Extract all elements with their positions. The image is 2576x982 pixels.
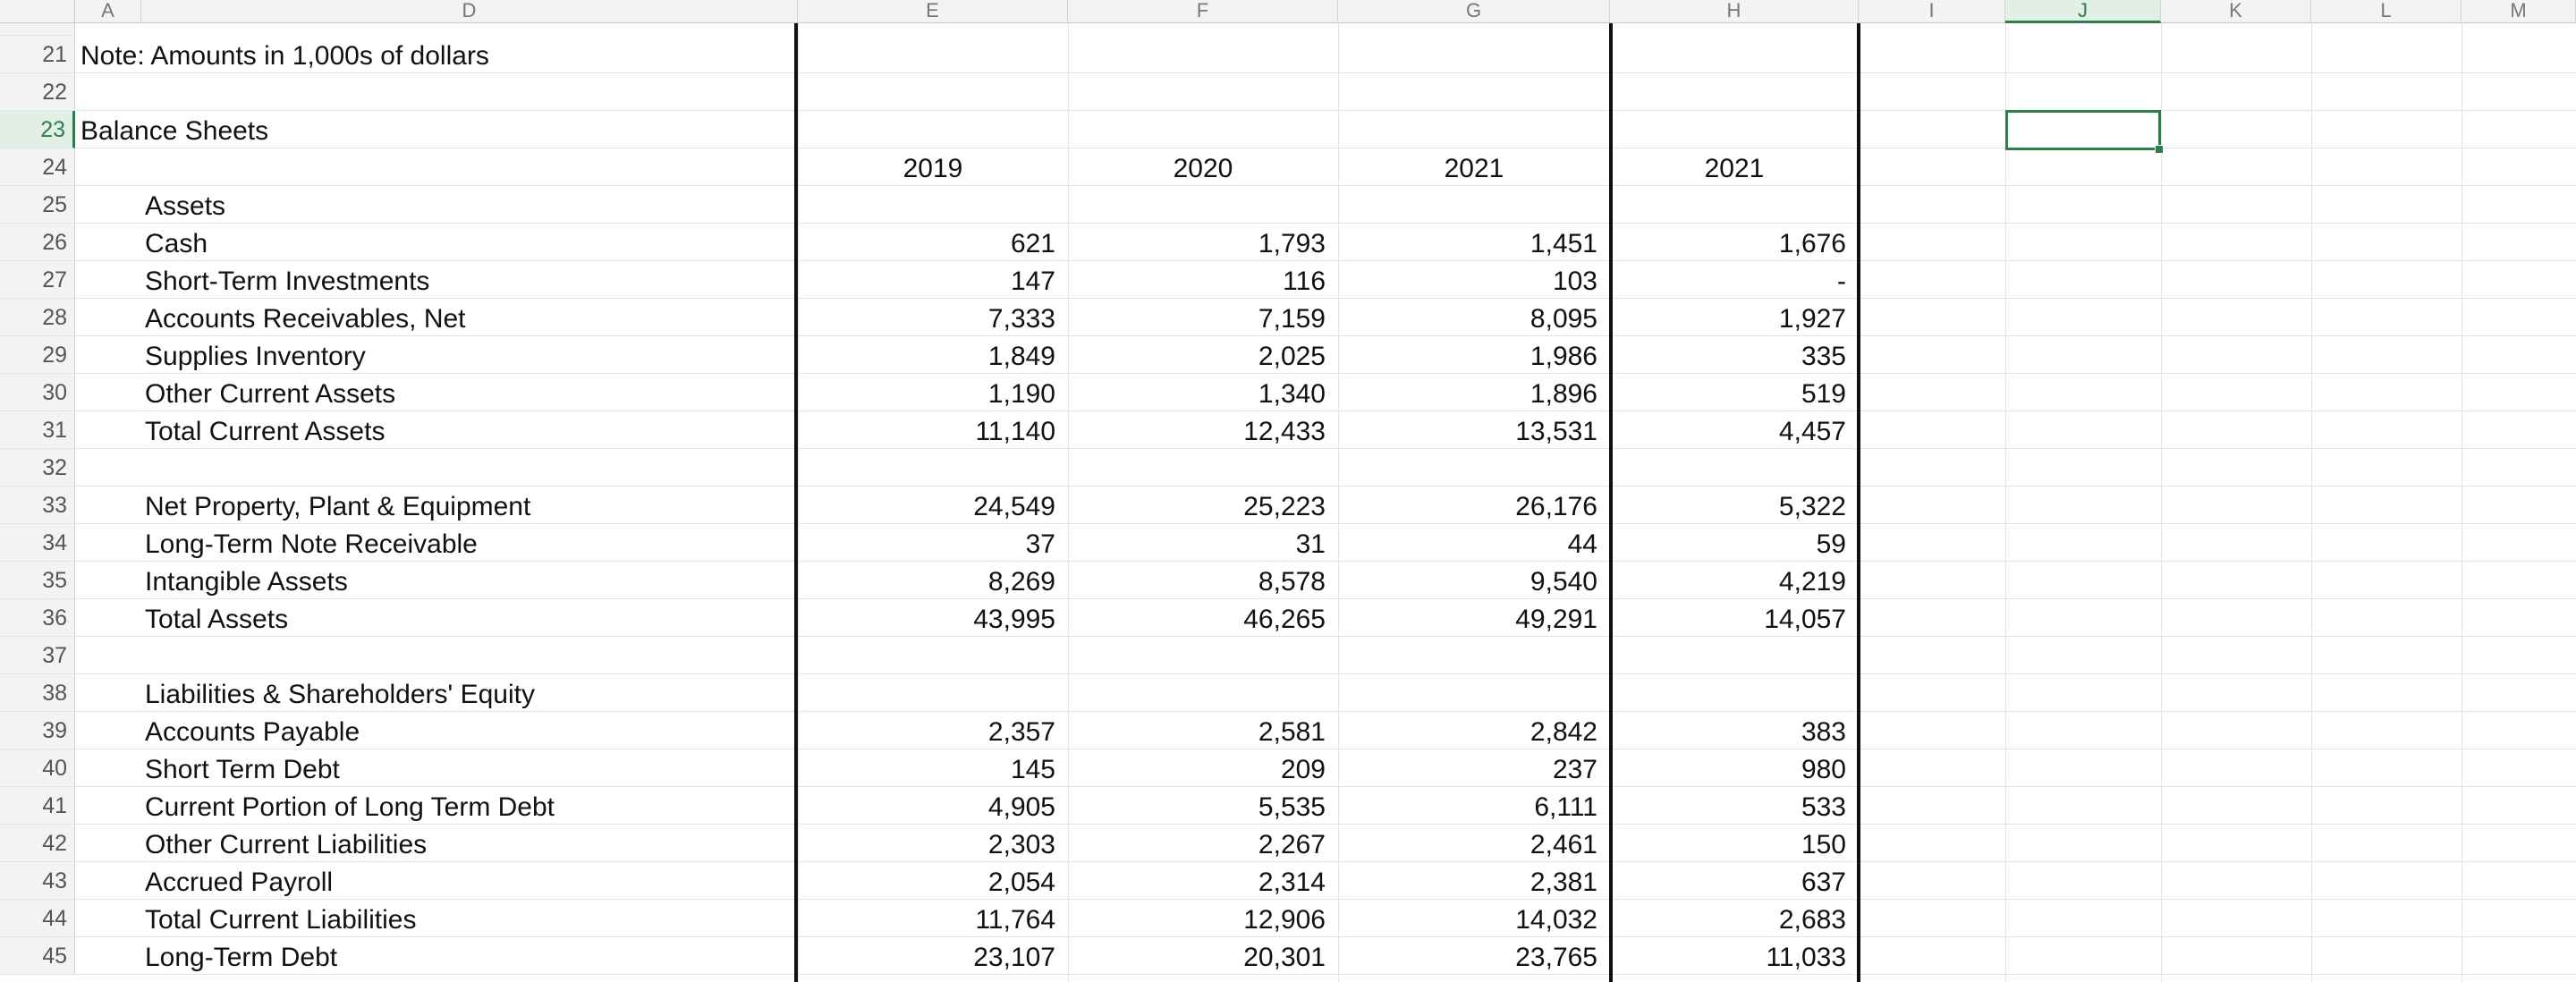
column-header-i[interactable]: I [1859,0,2005,23]
value-cell: 2,314 [1258,868,1326,897]
value-cell: 2,683 [1778,905,1846,935]
value-cell: 44 [1567,529,1597,559]
value-cell: 25,223 [1243,492,1326,521]
value-cell: 2,267 [1258,830,1326,859]
value-cell: 8,095 [1530,304,1597,334]
column-header-k[interactable]: K [2161,0,2311,23]
row-gridline [75,110,2576,111]
row-label-39: Accounts Payable [145,717,360,747]
row-header-22[interactable]: 22 [0,73,75,111]
value-cell: 2,357 [987,717,1055,747]
value-cell: 2,054 [987,868,1055,897]
year-header-cell: 2021 [1444,154,1504,183]
value-cell: 37 [1025,529,1055,559]
value-cell: 59 [1816,529,1846,559]
value-cell: 23,107 [973,943,1055,972]
row-label-31: Total Current Assets [145,417,386,446]
row-label-41: Current Portion of Long Term Debt [145,792,555,822]
value-cell: 11,764 [975,905,1055,935]
row-gridline [75,861,2576,862]
value-cell: 1,793 [1258,229,1326,258]
value-cell: 147 [1010,267,1055,296]
value-cell: 13,531 [1515,417,1597,446]
value-cell: 2,581 [1258,717,1326,747]
column-header-j[interactable]: J [2005,0,2161,23]
row-header-29[interactable]: 29 [0,336,75,374]
value-cell: 4,457 [1778,417,1846,446]
column-header-g[interactable]: G [1338,0,1610,23]
row-header-21[interactable]: 21 [0,36,75,73]
value-cell: 7,159 [1258,304,1326,334]
value-cell: 1,849 [987,342,1055,371]
value-cell: 6,111 [1534,792,1597,822]
row-header-partial [0,23,75,36]
row-header-26[interactable]: 26 [0,224,75,261]
value-cell: 4,905 [987,792,1055,822]
row-label-36: Total Assets [145,605,289,634]
value-cell: 209 [1280,755,1326,784]
value-cell: 2,303 [987,830,1055,859]
column-header-m[interactable]: M [2462,0,2576,23]
value-cell: 637 [1801,868,1846,897]
row-gridline [75,598,2576,599]
value-cell: 9,540 [1530,567,1597,597]
row-gridline [75,373,2576,374]
row-label-43: Accrued Payroll [145,868,334,897]
column-gridline [2161,23,2162,982]
row-header-38[interactable]: 38 [0,674,75,712]
value-cell: 26,176 [1515,492,1597,521]
value-cell: 2,461 [1530,830,1597,859]
row-label-25: Assets [145,191,226,221]
value-cell: 23,765 [1515,943,1597,972]
value-cell: 2,381 [1530,868,1597,897]
row-header-35[interactable]: 35 [0,562,75,599]
value-cell: 12,433 [1243,417,1326,446]
row-label-38: Liabilities & Shareholders' Equity [145,680,535,709]
row-header-33[interactable]: 33 [0,487,75,524]
row-header-32[interactable]: 32 [0,449,75,487]
row-header-41[interactable]: 41 [0,787,75,825]
column-header-e[interactable]: E [798,0,1068,23]
row-header-37[interactable]: 37 [0,637,75,674]
value-cell: 31 [1295,529,1326,559]
year-header-cell: 2021 [1704,154,1765,183]
year-header-cell: 2019 [902,154,963,183]
value-cell: 5,322 [1778,492,1846,521]
value-cell: 8,269 [987,567,1055,597]
value-cell: 621 [1010,229,1055,258]
column-gridline [2311,23,2312,982]
value-cell: 11,140 [975,417,1055,446]
row-header-40[interactable]: 40 [0,749,75,787]
row-gridline [75,260,2576,261]
column-header-h[interactable]: H [1610,0,1859,23]
row-gridline [75,223,2576,224]
value-cell: 116 [1283,267,1326,296]
row-label-30: Other Current Assets [145,379,396,409]
cell-a23: Balance Sheets [80,116,269,146]
row-header-43[interactable]: 43 [0,862,75,900]
row-label-35: Intangible Assets [145,567,348,597]
row-header-42[interactable]: 42 [0,825,75,862]
column-header-f[interactable]: F [1068,0,1338,23]
value-cell: 14,057 [1764,605,1846,634]
row-header-25[interactable]: 25 [0,186,75,224]
row-label-40: Short Term Debt [145,755,340,784]
select-all-corner[interactable] [0,0,75,23]
value-cell: 1,451 [1530,229,1597,258]
fill-handle[interactable] [2155,145,2164,154]
cell-a21: Note: Amounts in 1,000s of dollars [80,41,489,71]
column-header-d[interactable]: D [141,0,798,23]
row-gridline [75,448,2576,449]
row-label-27: Short-Term Investments [145,267,430,296]
row-header-39[interactable]: 39 [0,712,75,749]
row-label-44: Total Current Liabilities [145,905,417,935]
value-cell: 1,927 [1778,304,1846,334]
value-cell: 383 [1801,717,1846,747]
row-header-24[interactable]: 24 [0,148,75,186]
value-cell: 8,578 [1258,567,1326,597]
row-gridline [75,899,2576,900]
row-header-31[interactable]: 31 [0,411,75,449]
value-cell: - [1837,267,1846,296]
value-cell: 103 [1552,267,1597,296]
column-header-a[interactable]: A [75,0,141,23]
row-header-34[interactable]: 34 [0,524,75,562]
value-cell: 24,549 [973,492,1055,521]
row-label-42: Other Current Liabilities [145,830,428,859]
value-cell: 1,896 [1530,379,1597,409]
row-header-28[interactable]: 28 [0,299,75,336]
column-gridline [2005,23,2006,982]
value-cell: 20,301 [1243,943,1326,972]
value-cell: 11,033 [1766,943,1846,972]
value-cell: 2,025 [1258,342,1326,371]
value-cell: 5,535 [1258,792,1326,822]
value-cell: 46,265 [1243,605,1326,634]
value-cell: 335 [1801,342,1846,371]
active-cell-selection[interactable] [2005,110,2161,150]
column-header-l[interactable]: L [2311,0,2462,23]
value-cell: 980 [1801,755,1846,784]
value-cell: 14,032 [1515,905,1597,935]
value-cell: 1,190 [987,379,1055,409]
row-header-44[interactable]: 44 [0,900,75,937]
value-cell: 1,676 [1778,229,1846,258]
row-header-45[interactable]: 45 [0,937,75,975]
value-cell: 145 [1010,755,1055,784]
row-gridline [75,936,2576,937]
value-cell: 533 [1801,792,1846,822]
value-cell: 12,906 [1243,905,1326,935]
value-cell: 2,842 [1530,717,1597,747]
value-cell: 237 [1552,755,1597,784]
row-label-45: Long-Term Debt [145,943,338,972]
row-header-36[interactable]: 36 [0,599,75,637]
value-cell: 519 [1801,379,1846,409]
row-label-33: Net Property, Plant & Equipment [145,492,531,521]
value-cell: 150 [1801,830,1846,859]
year-header-cell: 2020 [1173,154,1233,183]
value-cell: 4,219 [1778,567,1846,597]
row-label-28: Accounts Receivables, Net [145,304,466,334]
row-label-26: Cash [145,229,208,258]
value-cell: 43,995 [973,605,1055,634]
row-header-30[interactable]: 30 [0,374,75,411]
value-cell: 7,333 [987,304,1055,334]
value-cell: 1,986 [1530,342,1597,371]
row-gridline [75,974,2576,975]
row-label-34: Long-Term Note Receivable [145,529,478,559]
row-header-27[interactable]: 27 [0,261,75,299]
row-label-29: Supplies Inventory [145,342,366,371]
value-cell: 1,340 [1258,379,1326,409]
row-header-23[interactable]: 23 [0,111,75,148]
value-cell: 49,291 [1515,605,1597,634]
row-gridline [75,636,2576,637]
